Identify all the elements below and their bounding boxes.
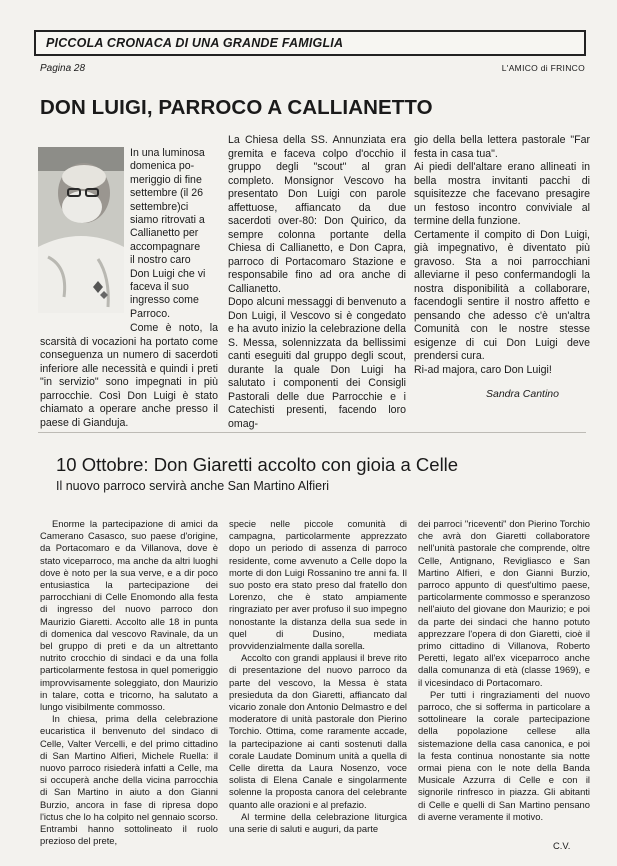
paragraph: specie nelle piccole comunità di campagna, particolarmente apprezzato dopo un periodo di assenza di parroco residente, come avvenuto a Celle dopo la morte di don Luigi Rossanino tre anni fa. Il suo posto era stato preso dal fratello don Lorenzo, che è stato ampiamente ringraziato per aver profuso il suo impegno nonostante la distanza della sua sede in quel di Dusino, mediata provvidenzialmente dalla sorella. (229, 518, 407, 652)
paragraph: Certamente il compito di Don Luigi, già impegnativo, è diventato più gravoso. Sta a noi parrocchiani alleviarne il peso confermandogli la nostra disponibilità a collaborare, facendogli sentire il nostro affetto e pensando che adesso c'è un'altra Comunità con le nostre stesse esigenze di cui Don Luigi deve prendersi cura. (414, 228, 590, 362)
line: meriggio di fine (130, 173, 202, 186)
line: ingresso come (130, 294, 199, 307)
line: il nostro caro (130, 254, 191, 267)
paragraph: Per tutti i ringraziamenti del nuovo parroco, che si sofferma in particolare a sottolineare la corale partecipazione della popolazione cellese alla sistemazione della casa canonica, e poi la festa continua nonostante sia notte ormai piena con le note della Banda Musicale Azzurra di Celle e con il signorile rinfresco in piazza. Gli abitanti di Celle e quelli di San Martino pensano di averne veramente il motivo. (418, 688, 590, 822)
line: accompagnare (130, 240, 201, 253)
article1-column1-narrow (130, 147, 218, 321)
article-title: DON LUIGI, PARROCO A CALLIANETTO (40, 96, 433, 119)
article2-signature: C.V. (553, 840, 571, 851)
line: Don Luigi che vi (130, 267, 206, 280)
page-number: Pagina 28 (40, 63, 86, 74)
article-divider (38, 432, 586, 433)
paragraph: gio della bella lettera pastorale "Far festa in casa tua". (414, 134, 590, 160)
paragraph: Enorme la partecipazione di amici da Camerano Casasco, suo paese d'origine, da Portacomaro e da Villanova, dove è stato viceparroco, ma anche da altri luoghi dove è noto per la sua verve, e a dir poco entusiastica la partecipazione dei parrocchiani di Celle Enomondo alla festa di ingresso del nuovo parroco don Maurizio Giaretti. Accolto alle 18 in punta di domenica dal vescovo Ravinale, da un bel gruppo di preti e da un altrettanto nutrito crocchio di sindaci e da una folla particolarmente festosa in quel pomeriggio improvvisamente soleggiato, don Maurizio in talare, cotta e tricorno, ha salutato a lungo visibilmente commosso. (40, 518, 218, 713)
paragraph: In chiesa, prima della celebrazione eucaristica il benvenuto del sindaco di Celle, Valter Vercelli, e del primo cittadino di San Martino Alfieri, Michele Ruella: il nuovo parroco risiederà infatti a Celle, ma si occuperà anche della vicina parrocchia di San Martino in aiuto a don Gianni Burzio, ancora in fase di ripresa dopo l'ictus che lo ha colpito nel gennaio scorso. Entrambi hanno sottolineato il ruolo prezioso del prete, (40, 713, 218, 847)
article2-column3 (418, 518, 590, 823)
line: settembre (il 26 (130, 187, 204, 200)
article2-subtitle: Il nuovo parroco servirà anche San Martino Alfieri (56, 479, 330, 493)
paragraph: Ai piedi dell'altare erano allineati in bella mostra invitanti pacchi di squisitezze che facevano presagire un festoso incontro conviviale al termine della funzione. (414, 161, 590, 227)
line: Callianetto per (130, 227, 199, 240)
line: siamo ritrovati a (130, 214, 205, 227)
paragraph: Al termine della celebrazione liturgica una serie di saluti e auguri, da parte (229, 810, 407, 835)
line: domenica po- (130, 160, 195, 173)
line: Parroco. (130, 307, 171, 320)
portrait-photo (38, 147, 124, 313)
article1-signature: Sandra Cantino (486, 388, 559, 400)
article1-column3 (414, 134, 590, 377)
article1-column2 (228, 134, 406, 431)
article2-column1 (40, 518, 218, 847)
section-header-box (34, 30, 586, 56)
paragraph: La Chiesa della SS. Annunziata era gremita e faceva colpo d'occhio il gruppo degli "scout" al gran completo. Monsignor Vescovo ha presentato Don Luigi con parole affettuose, affiancato da due sacerdoti over-80: Don Quirico, da sempre colonna portante della Chiesa di Callianetto, e Don Capra, parroco di Portacomaro Stazione e responsabile fino ad ora anche di Callianetto. (228, 134, 406, 295)
magazine-name: L'AMICO di FRINCO (501, 63, 585, 73)
article2-column2 (229, 518, 407, 835)
line: faceva il suo (130, 281, 189, 294)
paragraph: Ri-ad majora, caro Don Luigi! (414, 363, 552, 376)
article2-title: 10 Ottobre: Don Giaretti accolto con gioia a Celle (56, 454, 459, 475)
paragraph: Come è noto, la scarsità di vocazioni ha portato come conseguenza un numero di sacerdoti inferiore alle necessità e quindi i preti "in servizio" sono impegnati in più parrocchie. Così Don Luigi è stato chiamato a operare anche presso il paese di Gianduja. (40, 322, 218, 429)
section-title: PICCOLA CRONACA DI UNA GRANDE FAMIGLIA (46, 36, 344, 50)
article1-column1-full (40, 322, 218, 430)
paragraph: Dopo alcuni messaggi di benvenuto a Don Luigi, il Vescovo si è congedato e ha avuto inizio la celebrazione della S. Messa, solennizzata da bellissimi canti eseguiti dal gruppo degli scout, durante la quale Don Luigi ha salutato i componenti dei Consigli Pastorali delle due Parrocchie e i Catechisti presenti, facendo loro omag- (228, 296, 406, 430)
paragraph: dei parroci "riceventi" don Pierino Torchio che avrà don Giaretti collaboratore nell'unità pastorale che comprende, oltre Celle, Antignano, Revigliasco e San Martino Alfieri, e don Gianni Burzio, parroco appunto di quest'ultimo paese, particolarmente commosso e speranzoso nell'aiuto del giovane don Maurizio; e poi da parte dei sindaci che hanno potuto apprezzare l'opera di don Giaretti, cioè il primo cittadino di Villanova, Roberto Peretti, legato all'ex viceparroco anche dalla comunanza di età (classe 1969), e il vicesindaco di Portacomaro. (418, 518, 590, 688)
line: settembre)ci (130, 200, 189, 213)
paragraph: Accolto con grandi applausi il breve rito di presentazione del nuovo parroco da parte del vescovo, la Messa è stata presieduta da don Giaretti, affiancato dal vicario zonale don Antonio Delmastro e del moderatore di unità pastorale don Pierino Torchio. Ottima, come raramente accade, la partecipazione ai canti sostenuti dalla corale Laudate Dominum unità a quella di Celle diretta da Laura Nosenzo, voce solista di Elena Canale e singolarmente solenne la proposta canora del celebrante quanto alle orazioni e al prefazio. (229, 652, 407, 810)
line: In una luminosa (130, 147, 205, 159)
